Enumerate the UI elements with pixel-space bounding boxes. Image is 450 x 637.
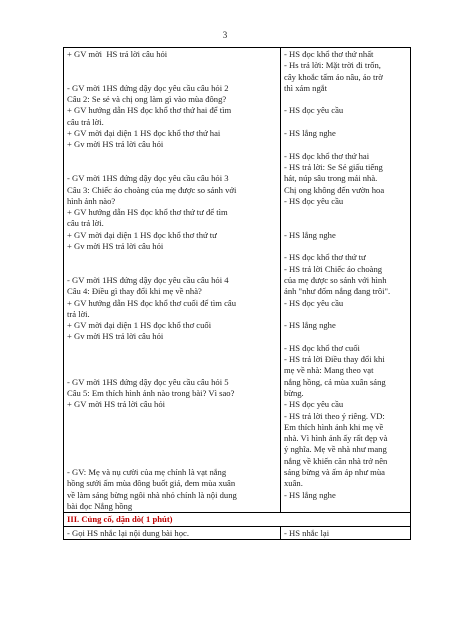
student-activities [284, 49, 407, 501]
teacher-line: Câu 3: Chiếc áo choàng của mẹ được so sánh với [67, 184, 237, 195]
activity-row [64, 48, 411, 513]
section-header-cell [64, 513, 411, 527]
teacher-line [67, 162, 277, 173]
student-line: - HS trả lời: Se Sẻ giấu tiếng [284, 161, 383, 172]
teacher-line: hình ảnh nào? [67, 195, 116, 206]
student-line [284, 218, 407, 229]
teacher-activities [67, 49, 277, 512]
teacher-line: bài đọc Nắng hồng [67, 500, 133, 511]
teacher-line [67, 456, 277, 467]
teacher-line: + GV mời đại diện 1 HS đọc khổ thơ cuối [67, 320, 212, 331]
student-line [284, 309, 407, 320]
teacher-line [67, 264, 277, 275]
teacher-line: về làm sáng bừng ngôi nhà nhỏ chính là nội dung [67, 489, 237, 500]
student-line: nắng về khiến căn nhà trở nên [284, 455, 388, 466]
teacher-line: câu trả lời. [67, 218, 104, 229]
student-line: - HS lắng nghe [284, 489, 336, 500]
teacher-line [67, 444, 277, 455]
teacher-line: + GV hướng dẫn HS đọc khổ thơ cuối để tìm câu [67, 297, 237, 308]
teacher-line [67, 365, 277, 376]
teacher-line: - GV mời 1HS đứng dậy đọc yêu cầu câu hỏi 3 [67, 173, 229, 184]
student-line: - HS đọc yêu cầu [284, 105, 344, 116]
teacher-line: - GV mời 1HS đứng dậy đọc yêu cầu câu hỏi 2 [67, 82, 229, 93]
student-line: - HS đọc khổ thơ thứ hai [284, 150, 370, 161]
teacher-line: + GV hướng dẫn HS đọc khổ thơ thứ hai để tìm [67, 105, 232, 116]
teacher-line: + Gv mời HS trả lời câu hỏi [67, 139, 164, 150]
student-line [284, 207, 407, 218]
section-teacher-cell [64, 527, 281, 540]
student-line: - HS lắng nghe [284, 128, 336, 139]
teacher-line [67, 411, 277, 422]
student-line: - HS lắng nghe [284, 320, 336, 331]
student-line: Chị ong không đến vườn hoa [284, 184, 385, 195]
section-content-row [64, 527, 411, 540]
teacher-line: câu trả lời. [67, 116, 104, 127]
student-line: nhà. Vì hình ảnh ấy rất đẹp và [284, 433, 388, 444]
lesson-plan-table [63, 47, 411, 540]
student-line: - HS trả lời theo ý riêng. VD: [284, 410, 385, 421]
teacher-line: + GV mời HS trả lời câu hỏi [67, 49, 168, 59]
teacher-line: hồng sưởi ấm mùa đông buốt giá, đem mùa xuân [67, 478, 236, 489]
student-line: - HS trả lời Chiếc áo choàng [284, 263, 383, 274]
student-line: sáng bừng và ấm áp như mùa [284, 466, 385, 477]
student-line: - HS đọc khổ thơ thứ tư [284, 252, 366, 263]
teacher-line: + GV mời HS trả lời câu hỏi [67, 399, 166, 410]
student-line [284, 117, 407, 128]
teacher-line: - GV mời 1HS đứng dậy đọc yêu cầu câu hỏi 4 [67, 274, 229, 285]
teacher-line [67, 422, 277, 433]
student-line: mẹ về nhà: Mang theo vạt [284, 365, 374, 376]
teacher-line [67, 252, 277, 263]
section-student-text: - HS nhắc lại [284, 528, 330, 539]
teacher-line: + GV hướng dẫn HS đọc khổ thơ thứ tư để tìm [67, 207, 228, 218]
student-line: hát, núp sâu trong mái nhà. [284, 173, 378, 184]
teacher-line: Câu 2: Se sẻ và chị ong làm gì vào mùa đông? [67, 94, 227, 105]
student-line: ý nghĩa. Mẹ về nhà như mang [284, 444, 387, 455]
teacher-line: + Gv mời HS trả lời câu hỏi [67, 331, 164, 342]
student-line [284, 241, 407, 252]
section-student-cell [281, 527, 411, 540]
teacher-line: trả lời. [67, 308, 90, 319]
student-line [284, 139, 407, 150]
teacher-line [67, 60, 277, 71]
student-line: - Hs trả lời: Mặt trời đi trốn, [284, 60, 381, 71]
student-line: bừng. [284, 387, 304, 398]
page-number: 3 [222, 30, 228, 40]
student-line: - HS trả lời Điều thay đổi khi [284, 354, 385, 365]
student-line: thì xám ngắt [284, 82, 327, 93]
student-line: - HS đọc khổ thơ thứ nhất [284, 49, 374, 59]
student-line: nắng hồng, cả mùa xuân sáng [284, 376, 386, 387]
student-line [284, 331, 407, 342]
section-title: III. Củng cố, dặn dò( 1 phút) [67, 514, 173, 525]
student-line: - HS đọc yêu cầu [284, 297, 344, 308]
student-line: - HS đọc yêu cầu [284, 399, 344, 410]
section-teacher-text: - Gọi HS nhắc lại nội dung bài học. [67, 528, 189, 539]
student-activities-cell [281, 48, 411, 513]
teacher-line: - GV: Mẹ và nụ cười của mẹ chính là vạt nắng [67, 466, 227, 477]
teacher-line [67, 343, 277, 354]
teacher-line: + GV mời đại diện 1 HS đọc khổ thơ thứ hai [67, 128, 221, 139]
student-line: Em thích hình ảnh khi mẹ về [284, 421, 384, 432]
teacher-line [67, 354, 277, 365]
student-line: xuân. [284, 478, 303, 489]
student-line: ảnh "như đốm nắng đang trôi". [284, 286, 391, 297]
student-line [284, 94, 407, 105]
teacher-line: + GV mời đại diện 1 HS đọc khổ thơ thứ tư [67, 229, 217, 240]
student-line: - HS lắng nghe [284, 229, 336, 240]
section-header-row [64, 513, 411, 527]
teacher-line [67, 433, 277, 444]
teacher-line [67, 72, 277, 83]
teacher-line: Câu 4: Điều gì thay đổi khi mẹ về nhà? [67, 286, 202, 297]
student-line: cây khoắc tấm áo nâu, áo trờ [284, 71, 383, 82]
teacher-line: Câu 5: Em thích hình ảnh nào trong bài? Vì sao? [67, 387, 235, 398]
student-line: - HS đọc khổ thơ cuối [284, 342, 360, 353]
teacher-activities-cell [64, 48, 281, 513]
student-line: của mẹ được so sánh với hình [284, 274, 387, 285]
teacher-line [67, 151, 277, 162]
teacher-line: - GV mời 1HS đứng dậy đọc yêu cầu câu hỏi 5 [67, 376, 229, 387]
student-line: - HS đọc yêu cầu [284, 195, 344, 206]
teacher-line: + Gv mời HS trả lời câu hỏi [67, 241, 164, 252]
